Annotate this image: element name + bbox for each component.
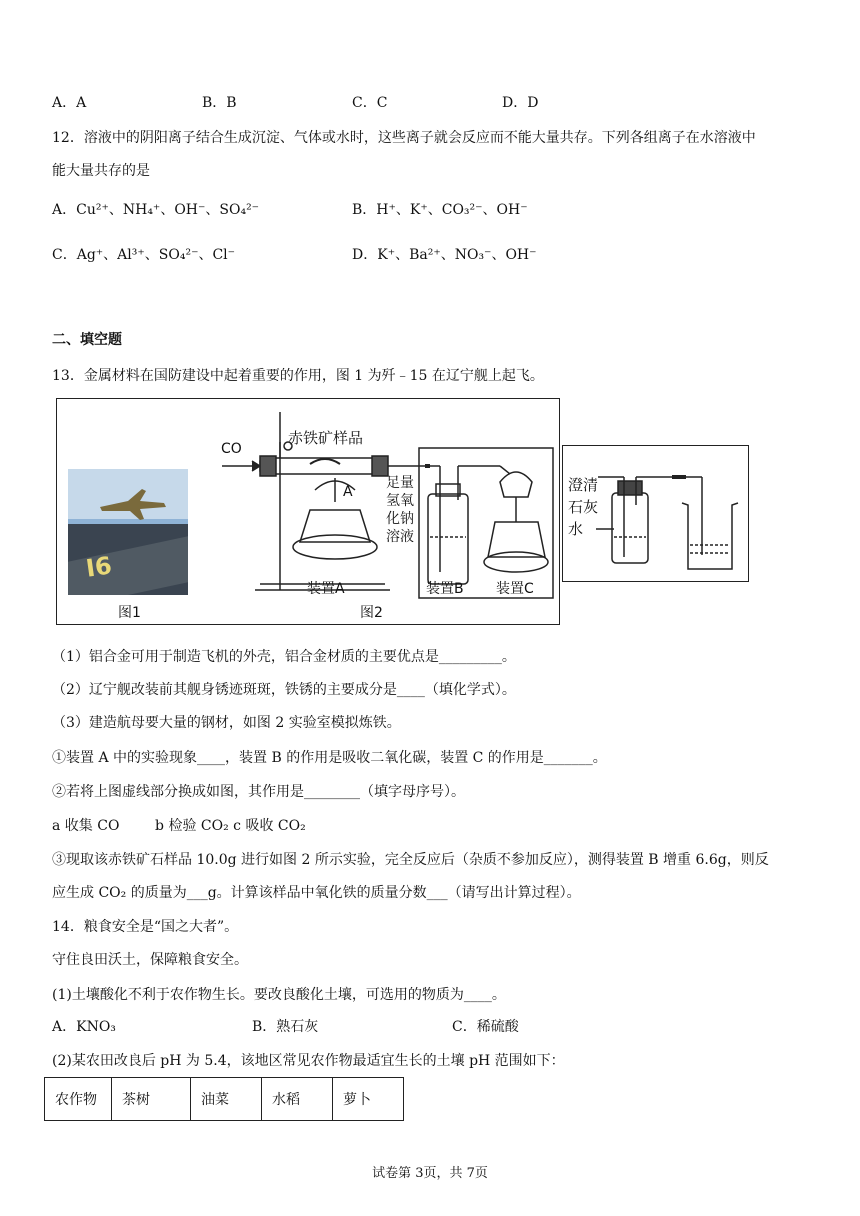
q11-option-a: A．A: [52, 95, 87, 111]
q13-part3-1: ①装置 A 中的实验现象____，装置 B 的作用是吸收二氧化碳，装置 C 的作用是_______。: [52, 750, 607, 766]
device-a-marker: A: [343, 484, 353, 500]
table-cell: 萝卜: [333, 1078, 404, 1121]
table-row: [45, 1078, 404, 1121]
q12-stem-line2: 能大量共存的是: [52, 163, 150, 179]
q13-part2: （2）辽宁舰改装前其舰身锈迹斑斑，铁锈的主要成分是____（填化学式）。: [52, 682, 516, 698]
ph-table: [44, 1077, 404, 1121]
deck-number-marking: I6: [84, 551, 114, 583]
q14-option-a: A．KNO₃: [52, 1019, 116, 1035]
q14-option-b: B．熟石灰: [252, 1019, 319, 1035]
q14-part1: (1)土壤酸化不利于农作物生长。要改良酸化土壤，可选用的物质为____。: [52, 987, 506, 1003]
q11-option-d: D．D: [502, 95, 539, 111]
q14-line2: 守住良田沃土，保障粮食安全。: [52, 952, 248, 968]
table-cell: 农作物: [45, 1078, 112, 1121]
fig1-label: 图1: [118, 605, 141, 621]
jet-icon: [98, 485, 168, 523]
naoh-label: 足量 氢氧 化钠 溶液: [386, 475, 414, 545]
table-cell: 油菜: [191, 1078, 262, 1121]
sample-label: 赤铁矿样品: [288, 429, 364, 447]
device-a-label: 装置A: [307, 581, 345, 597]
q13-part3-3-line2: 应生成 CO₂ 的质量为___g。计算该样品中氧化铁的质量分数___（请写出计算过程）。: [52, 885, 581, 901]
q14-stem: 14．粮食安全是“国之大者”。: [52, 919, 239, 935]
q12-option-b: B．H⁺、K⁺、CO₃²⁻、OH⁻: [352, 202, 528, 218]
page-footer: 试卷第 3页，共 7页: [372, 1166, 488, 1181]
device-b-label: 装置B: [426, 581, 464, 597]
table-cell: 茶树: [112, 1078, 191, 1121]
q12-stem-line1: 12．溶液中的阴阳离子结合生成沉淀、气体或水时，这些离子就会反应而不能大量共存。下列各组离子在水溶液中: [52, 130, 756, 146]
q11-option-c: C．C: [352, 95, 388, 111]
q12-option-c: C．Ag⁺、Al³⁺、SO₄²⁻、Cl⁻: [52, 247, 236, 263]
q13-part3-2-options: a 收集 CO b 检验 CO₂ c 吸收 CO₂: [52, 818, 306, 834]
q12-option-d: D．K⁺、Ba²⁺、NO₃⁻、OH⁻: [352, 247, 537, 263]
section-title: 二、填空题: [52, 332, 122, 348]
apparatus-drawing: [200, 402, 555, 602]
q12-option-a: A．Cu²⁺、NH₄⁺、OH⁻、SO₄²⁻: [52, 202, 260, 218]
q13-part3: （3）建造航母要大量的钢材，如图 2 实验室模拟炼铁。: [52, 715, 401, 731]
fig2-label: 图2: [360, 605, 383, 621]
jet-photo: [68, 469, 188, 595]
q14-part2: (2)某农田改良后 pH 为 5.4，该地区常见农作物最适宜生长的土壤 pH 范围如下：: [52, 1053, 565, 1069]
limewater-label: 澄清 石灰 水: [568, 476, 599, 538]
q13-stem: 13．金属材料在国防建设中起着重要的作用，图 1 为歼﹣15 在辽宁舰上起飞。: [52, 368, 544, 384]
q13-part3-3-line1: ③现取该赤铁矿石样品 10.0g 进行如图 2 所示实验，完全反应后（杂质不参加反应），测得装置 B 增重 6.6g，则反: [52, 852, 769, 868]
table-cell: 水稻: [262, 1078, 333, 1121]
q13-part1: （1）铝合金可用于制造飞机的外壳，铝合金材质的主要优点是_________。: [52, 649, 516, 665]
device-c-label: 装置C: [496, 581, 534, 597]
q14-option-c: C．稀硫酸: [452, 1019, 519, 1035]
co-label: CO: [221, 441, 242, 457]
q13-part3-2: ②若将上图虚线部分换成如图，其作用是________（填字母序号）。: [52, 784, 465, 800]
q11-option-b: B．B: [202, 95, 237, 111]
